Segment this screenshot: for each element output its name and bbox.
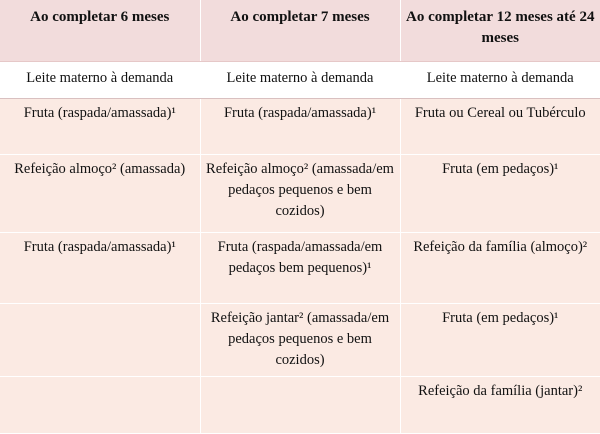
table-cell <box>0 376 200 433</box>
table-cell: Fruta (raspada/amassada)¹ <box>0 232 200 303</box>
table-row <box>0 154 600 232</box>
table-cell: Refeição da família (jantar)² <box>400 376 600 433</box>
table-cell <box>0 303 200 376</box>
table-row <box>0 376 600 433</box>
table-cell: Fruta (em pedaços)¹ <box>400 303 600 376</box>
table-cell: Fruta (raspada/amassada)¹ <box>200 98 400 154</box>
table-row <box>0 98 600 154</box>
table-cell: Leite materno à demanda <box>400 61 600 98</box>
table-cell: Refeição jantar² (amassada/em pedaços pequenos e bem cozidos) <box>200 303 400 376</box>
table-row <box>0 232 600 303</box>
table-row <box>0 61 600 98</box>
table-cell: Refeição almoço² (amassada) <box>0 154 200 232</box>
table-row <box>0 303 600 376</box>
table-cell: Fruta (em pedaços)¹ <box>400 154 600 232</box>
header-6-months: Ao completar 6 meses <box>0 0 200 61</box>
header-7-months: Ao completar 7 meses <box>200 0 400 61</box>
table-cell <box>200 376 400 433</box>
header-row <box>0 0 600 61</box>
table-cell: Fruta (raspada/amassada/em pedaços bem pequenos)¹ <box>200 232 400 303</box>
table-cell: Leite materno à demanda <box>200 61 400 98</box>
table-cell: Fruta (raspada/amassada)¹ <box>0 98 200 154</box>
table-cell: Fruta ou Cereal ou Tubérculo <box>400 98 600 154</box>
table-cell: Refeição da família (almoço)² <box>400 232 600 303</box>
table-cell: Leite materno à demanda <box>0 61 200 98</box>
table-cell: Refeição almoço² (amassada/em pedaços pequenos e bem cozidos) <box>200 154 400 232</box>
header-12-24-months: Ao completar 12 meses até 24 meses <box>400 0 600 61</box>
